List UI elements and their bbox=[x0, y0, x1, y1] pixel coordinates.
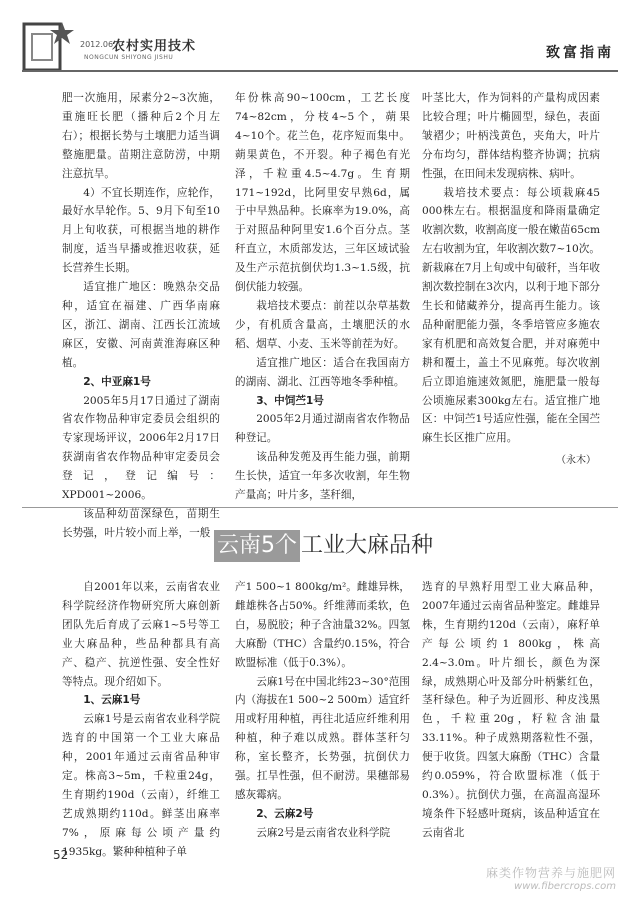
magazine-name: 农村实用技术 bbox=[112, 39, 197, 54]
bottom-article-column-2 bbox=[235, 578, 410, 843]
issue-date: 2012.06 bbox=[80, 40, 114, 49]
paragraph: 自2001年以来，云南省农业科学院经济作物研究所大麻创新团队先后育成了云麻1~5号等工业大麻品种，些品种都具有高产、稳产、抗逆性强、安全性好等特点。现介绍如下。 bbox=[62, 581, 220, 688]
watermark-url: www.fibercrops.com bbox=[514, 881, 616, 892]
bottom-article-column-1 bbox=[62, 578, 220, 862]
page-header bbox=[0, 0, 640, 78]
article-divider bbox=[22, 507, 618, 508]
article-title-text: 工业大麻品种 bbox=[301, 533, 434, 558]
paragraph: 适宜推广地区：适合在我国南方的湖南、湖北、江西等地冬季种植。 bbox=[235, 356, 410, 388]
top-article-column-3 bbox=[422, 89, 600, 471]
paragraph: 产1 500~1 800kg/m²。雌雄异株，雌雄株各占50%。纤维薄而柔软，色白，易脱胶；种子含油量32%。四氢大麻酚（THC）含量约0.15%，符合欧盟标准（低于0.3%）。 bbox=[235, 581, 410, 669]
article-author: （永木） bbox=[556, 455, 596, 467]
article-title-highlight: 云南5个 bbox=[214, 530, 300, 562]
watermark-site-name: 麻类作物营养与施肥网 bbox=[485, 866, 616, 880]
variety-heading: 1、云麻1号 bbox=[83, 694, 141, 707]
paragraph: 栽培技术要点：每公顷栽麻45 000株左右。根据温度和降雨量确定收割次数，收割高度一般在嫩苗65cm左右收割为宜，年收割次数7~10次。新栽麻在7月上旬或中旬破秆，当年收割次数控制在3次内，以利于地下部分生长和储藏养分，提高再生能力。该品种耐肥能力强，冬季培管应多施农家有机肥和高效复合肥，并对麻蔸中耕和覆土，盖土不见麻蔸。每次收割后立即追施速效氮肥，施肥量一般每公顷施尿素300kg左右。适宜推广地区：中饲苎1号适应性强，能在全国苎麻生长区推广应用。 bbox=[422, 186, 600, 445]
paragraph: 2005年2月通过湖南省农作物品种登记。 bbox=[235, 413, 410, 445]
paragraph: 选育的早熟籽用型工业大麻品种，2007年通过云南省品种鉴定。雌雄异株，生育期约120d（云南），麻籽单产每公顷约1 800kg，株高2.4~3.0m。叶片细长，颜色为深绿，成熟期心叶及部分叶柄紫红色，茎秆绿色。种子为近圆形、种皮浅黑色，千粒重20g，籽粒含油量33.11%。种子成熟期落粒性不强，便于收货。四氢大麻酚（THC）含量约0.059%，符合欧盟标准（低于0.3%）。抗倒伏力强，在高温高湿环境条件下轻感叶斑病，该品种适宜在云南省北 bbox=[422, 581, 600, 839]
paragraph: 适宜推广地区：晚熟杂交品种，适宜在福建、广西华南麻区，浙江、湖南、江西长江流域麻区，安徽、河南黄淮海麻区种植。 bbox=[62, 281, 220, 369]
logo-emblem-icon bbox=[22, 18, 78, 74]
paragraph: 叶茎比大，作为饲料的产量构成因素比较合理；叶片椭圆型，绿色，表面皱褶少；叶柄浅黄色，夹角大，叶片分布均匀，群体结构整齐协调；抗病性强，在田间未发现病株、病叶。 bbox=[422, 92, 600, 180]
paragraph: 年份株高90~100cm，工艺长度74~82cm，分枝4~5个，蒴果4~10个。花兰色，花序短而集中。蒴果黄色，不开裂。种子褐色有光泽，千粒重4.5~4.7g。生育期171~192d，比阿里安早熟6d，属于中早熟品种。长麻率为19.0%，高于对照品种阿里安1.6个百分点。茎秆直立，木质部发达，三年区域试验及生产示范抗倒伏均1.3~1.5级，抗倒伏能力较强。 bbox=[235, 92, 410, 294]
paragraph: 云麻1号在中国北纬23~30°范围内（海拔在1 500~2 500m）适宜纤用或籽用种植，再往北适应纤维利用种植，种子难以成熟。群体茎秆匀称，室长整齐，长势强，抗倒伏力强。扛旱性强，但不耐涝。果穗部易感灰霉病。 bbox=[235, 675, 410, 801]
paragraph: 肥一次施用，尿素分2~3次施，重施旺长肥（播种后2个月左右）；根据长势与土壤肥力适当调整施肥量。苗期注意防涝，中期注意抗旱。 bbox=[62, 92, 220, 180]
top-article-column-2 bbox=[235, 89, 410, 505]
paragraph: 云麻1号是云南省农业科学院选育的中国第一个工业大麻品种，2001年通过云南省品种审定。株高3~5m，千粒重24g，生育期约190d（云南），纤维工艺成熟期约110d。鲜茎出麻率7%，原麻每公顷产量约1935kg。繁种种植种子单 bbox=[62, 713, 220, 858]
article-title bbox=[214, 529, 433, 563]
variety-heading: 3、中饲苎1号 bbox=[256, 394, 324, 407]
paragraph: 该品种发蔸及再生能力强，前期生长快，适宜一年多次收割，年生物产量高；叶片多，茎秆细， bbox=[235, 451, 410, 502]
bottom-article-column-3 bbox=[422, 578, 600, 843]
magazine-logo bbox=[22, 18, 202, 76]
paragraph: 4）不宜长期连作，应轮作，最好水旱轮作。5、9月下旬至10月上旬收获，可根据当地的耕作制度，适当早播或推迟收获，延长营养生长期。 bbox=[62, 186, 220, 275]
magazine-pinyin: NONGCUN SHIYONG JISHU bbox=[84, 54, 174, 61]
section-title: 致富指南 bbox=[546, 45, 614, 61]
paragraph: 云麻2号是云南省农业科学院 bbox=[256, 826, 391, 839]
paragraph: 该品种幼苗深绿色，苗期生长势强，叶片较小而上举，一般 bbox=[62, 507, 220, 539]
variety-heading: 2、云麻2号 bbox=[256, 807, 314, 820]
paragraph: 栽培技术要点：前茬以杂草基数少，有机质含量高，土壤肥沃的水稻、烟草、小麦、玉米等前茬为好。 bbox=[235, 299, 410, 350]
top-article-column-1 bbox=[62, 89, 220, 543]
paragraph: 2005年5月17日通过了湖南省农作物品种审定委员会组织的专家现场评议，2006年2月17日获湖南省农作物品种审定委员会登记，登记编号：XPD001~2006。 bbox=[62, 394, 220, 502]
page-number: 52 bbox=[53, 848, 69, 862]
header-divider bbox=[22, 70, 618, 72]
variety-heading: 2、中亚麻1号 bbox=[83, 375, 151, 388]
watermark bbox=[486, 864, 616, 892]
